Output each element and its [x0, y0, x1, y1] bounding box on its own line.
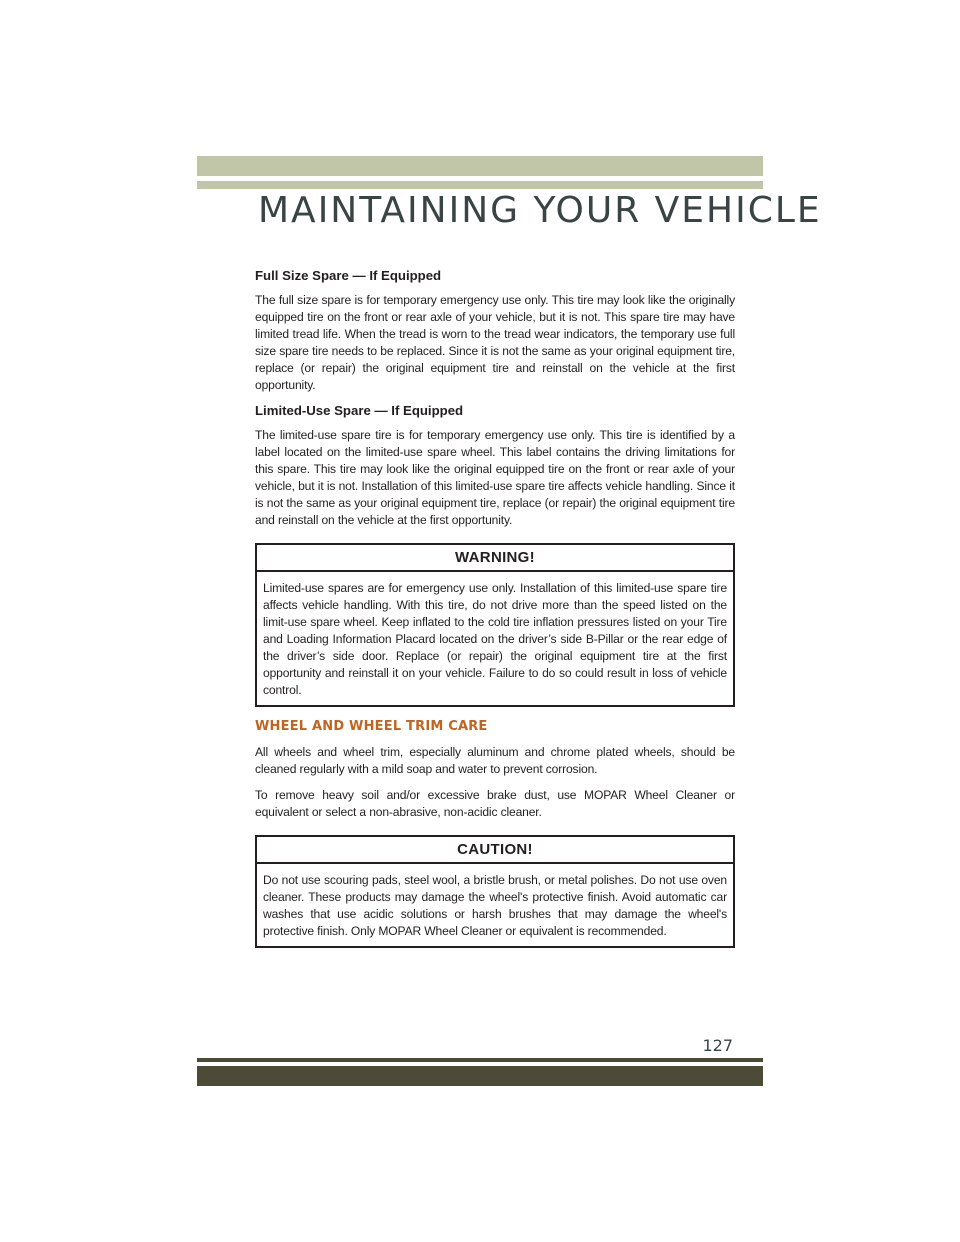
full-size-spare-heading: Full Size Spare — If Equipped: [255, 268, 442, 283]
warning-title: WARNING!: [257, 545, 733, 572]
caution-title: CAUTION!: [257, 837, 733, 864]
page-number: 127: [702, 1036, 733, 1055]
page-content: [255, 268, 735, 960]
wheel-care-heading: WHEEL AND WHEEL TRIM CARE: [255, 719, 488, 734]
wheel-care-paragraph-1: All wheels and wheel trim, especially aluminum and chrome plated wheels, should be cleaned regularly with a mild soap and water to prevent corrosion.: [255, 745, 735, 776]
limited-use-spare-text: The limited-use spare tire is for temporary emergency use only. This tire is identified by a label located on the limited-use spare wheel. This label contains the driving limitations for this spare. This tire may look like the original equipped tire on the front or rear axle of your vehicle, but it is not. Installation of this limited-use spare tire affects vehicle handling. Since it is not the same as your original equipment tire, replace (or repair) the original equipment tire and reinstall on the vehicle at the first opportunity.: [255, 428, 735, 527]
section-title: MAINTAINING YOUR VEHICLE: [258, 190, 822, 231]
limited-use-spare-heading: Limited-Use Spare — If Equipped: [255, 403, 464, 418]
warning-text: Limited-use spares are for emergency use only. Installation of this limited-use spare tire affects vehicle handling. With this tire, do not drive more than the speed listed on the limit-use spare wheel. Keep inflated to the cold tire inflation pressures listed on your Tire and Loading Information Placard located on the driver’s side B-Pillar or the rear edge of the driver’s side door. Replace (or repair) the original equipment tire at the first opportunity and reinstall it on your vehicle. Failure to do so could result in loss of vehicle control.: [263, 581, 727, 697]
footer-rule: [197, 1058, 763, 1062]
header-band: [197, 156, 763, 176]
wheel-care-paragraph-2: To remove heavy soil and/or excessive brake dust, use MOPAR Wheel Cleaner or equivalent or select a non-abrasive, non-acidic cleaner.: [255, 788, 735, 819]
header-rule: [197, 181, 763, 189]
warning-box: [255, 543, 735, 707]
caution-text: Do not use scouring pads, steel wool, a bristle brush, or metal polishes. Do not use oven cleaner. These products may damage the wheel's protective finish. Avoid automatic car washes that use acidic solutions or harsh brushes that may damage the wheel's protective finish. Only MOPAR Wheel Cleaner or equivalent is recommended.: [263, 873, 727, 938]
caution-box: [255, 835, 735, 948]
footer-band: [197, 1066, 763, 1086]
full-size-spare-text: The full size spare is for temporary emergency use only. This tire may look like the originally equipped tire on the front or rear axle of your vehicle, but it is not. This spare tire may have limited tread life. When the tread is worn to the tread wear indicators, the temporary use full size spare tire needs to be replaced. Since it is not the same as your original equipment tire, replace (or repair) the original equipment tire and reinstall on the vehicle at the first opportunity.: [255, 293, 735, 392]
